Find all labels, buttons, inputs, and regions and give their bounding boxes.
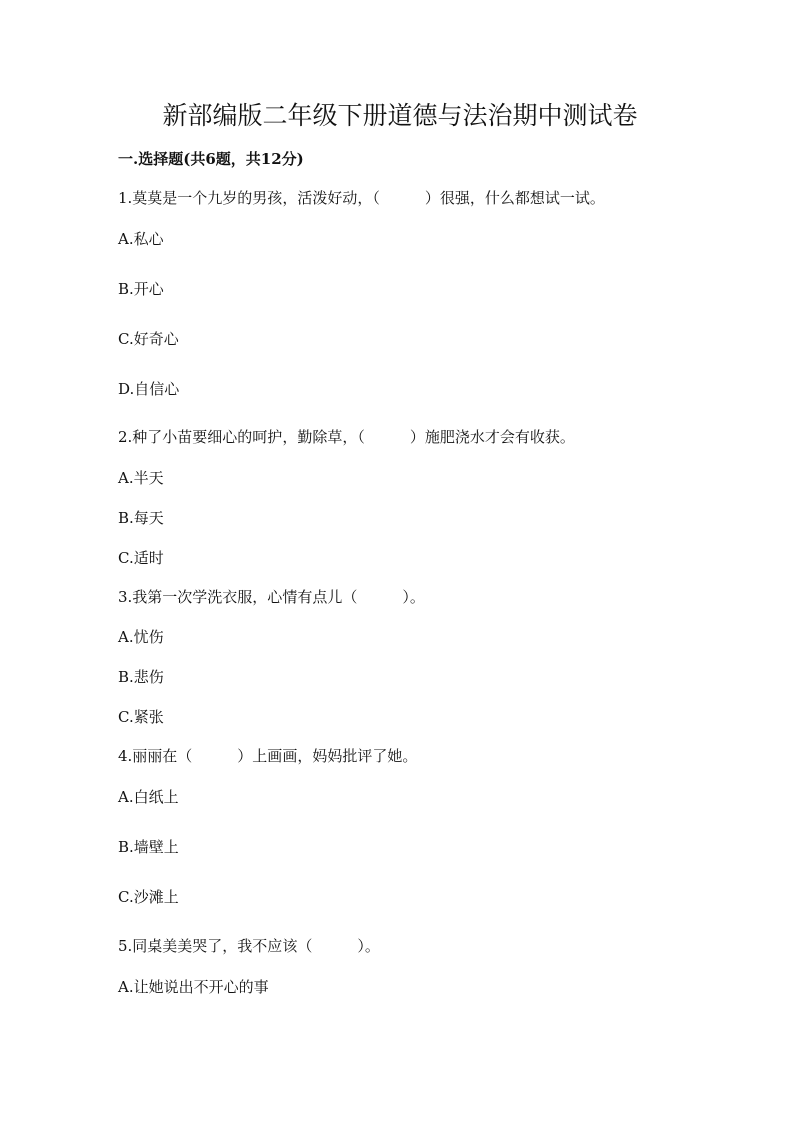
question-4-option-c: C.沙滩上 <box>118 888 179 906</box>
question-4-option-b: B.墙壁上 <box>118 838 179 856</box>
page-title: 新部编版二年级下册道德与法治期中测试卷 <box>162 101 638 130</box>
question-3-option-c: C.紧张 <box>118 708 164 726</box>
question-4-option-a: A.白纸上 <box>118 788 179 806</box>
question-5-option-a: A.让她说出不开心的事 <box>118 978 269 996</box>
question-3-option-a: A.忧伤 <box>118 628 164 646</box>
question-2-option-c: C.适时 <box>118 549 164 567</box>
question-3-stem: 3.我第一次学洗衣服，心情有点儿（ ）。 <box>118 588 425 606</box>
question-1-stem: 1.莫莫是一个九岁的男孩，活泼好动，（ ）很强，什么都想试一试。 <box>118 189 605 207</box>
section-heading: 一.选择题(共6题，共12分) <box>118 150 304 168</box>
question-4-stem: 4.丽丽在（ ）上画画，妈妈批评了她。 <box>118 747 418 765</box>
question-2-stem: 2.种了小苗要细心的呵护，勤除草，（ ）施肥浇水才会有收获。 <box>118 428 575 446</box>
question-1-option-b: B.开心 <box>118 280 164 298</box>
question-2-option-a: A.半天 <box>118 469 164 487</box>
question-2-option-b: B.每天 <box>118 509 164 527</box>
question-3-option-b: B.悲伤 <box>118 668 164 686</box>
question-1-option-d: D.自信心 <box>118 380 180 398</box>
question-5-stem: 5.同桌美美哭了，我不应该（ ）。 <box>118 937 380 955</box>
question-1-option-c: C.好奇心 <box>118 330 179 348</box>
question-1-option-a: A.私心 <box>118 230 164 248</box>
